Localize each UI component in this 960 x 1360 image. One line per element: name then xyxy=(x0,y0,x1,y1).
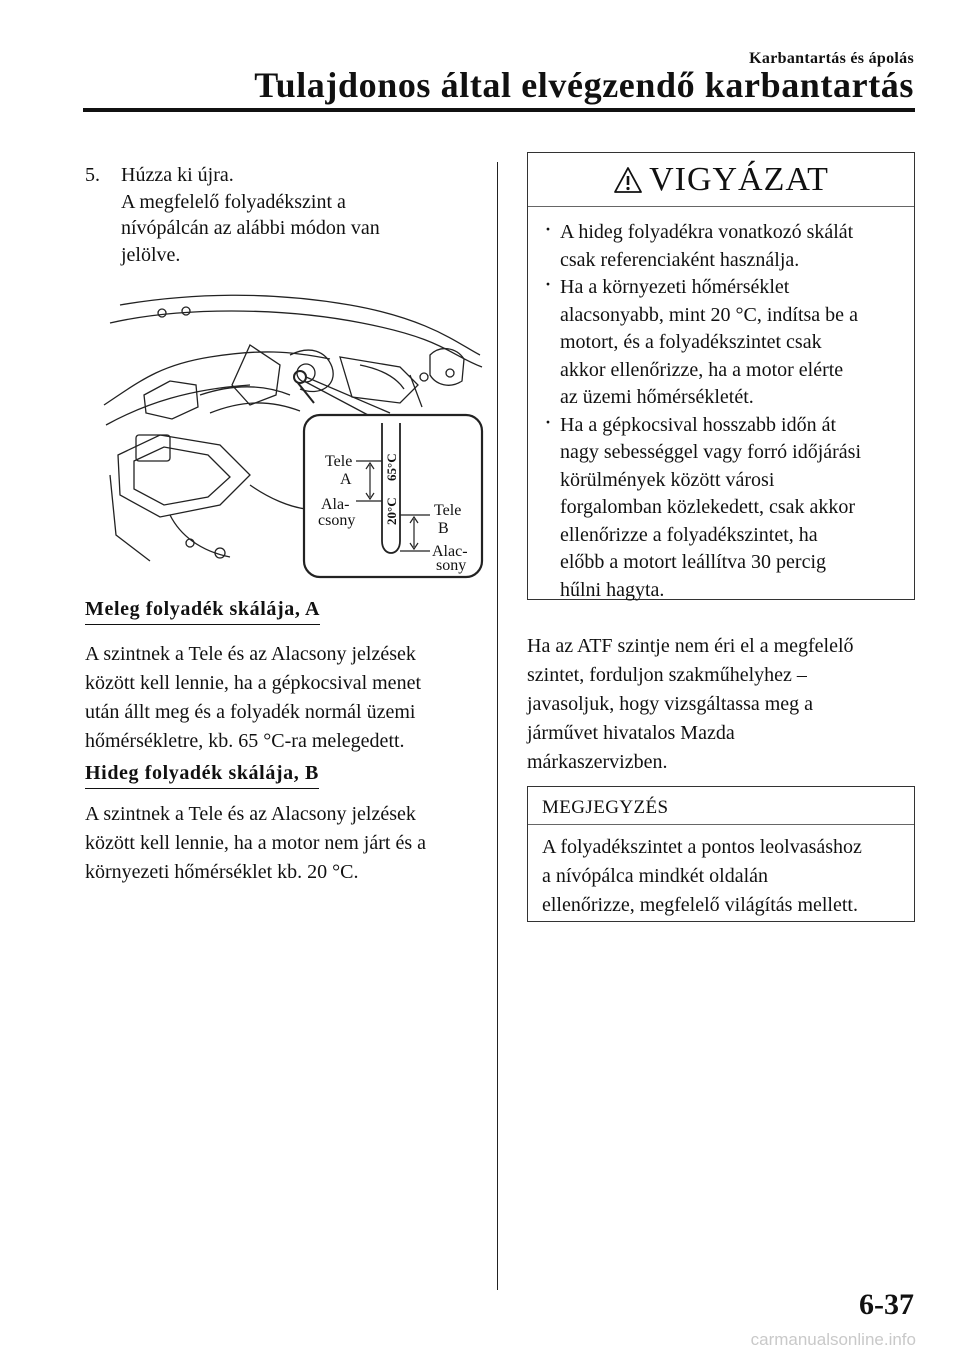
text-line: után állt meg és a folyadék normál üzemi xyxy=(85,701,416,723)
text-line: alacsonyabb, mint 20 °C, indítsa be a xyxy=(560,303,858,326)
text-line: járművet hivatalos Mazda xyxy=(527,722,735,744)
caution-list xyxy=(528,207,914,604)
text-line: a nívópálca mindkét oldalán xyxy=(542,865,769,887)
caution-header xyxy=(528,153,914,207)
text-line: javasoljuk, hogy vizsgáltassa meg a xyxy=(527,693,814,715)
text-line: · A hideg folyadékra vonatkozó skálát xyxy=(560,221,854,243)
text-line: márkaszervizben. xyxy=(527,751,668,773)
section-title: Karbantartás és ápolás xyxy=(749,50,914,67)
temp-cold-label: 20°C xyxy=(384,497,399,525)
text-line: hőmérsékletre, kb. 65 °C-ra melegedett. xyxy=(85,730,405,752)
temp-hot-label: 65°C xyxy=(384,453,399,481)
low-a-label-2: csony xyxy=(318,512,356,529)
step-line: Húzza ki újra. xyxy=(121,164,234,186)
note-box xyxy=(527,786,915,922)
warning-triangle-icon xyxy=(613,166,643,194)
caution-item xyxy=(542,412,902,605)
step-line: nívópálcán az alábbi módon van xyxy=(121,217,380,239)
letter-b-label: B xyxy=(438,520,449,537)
engine-bay-illustration xyxy=(100,285,484,581)
cold-scale-text xyxy=(85,800,485,887)
full-a-label: Tele xyxy=(325,453,353,470)
full-b-label: Tele xyxy=(434,502,462,519)
text-line: motort, és a folyadékszintet csak xyxy=(560,331,822,353)
caution-item xyxy=(542,274,902,412)
chapter-title: Tulajdonos által elvégzendő karbantartás xyxy=(254,65,914,105)
text-line: körülmények között városi xyxy=(560,468,775,491)
text-line: nagy sebességgel vagy forró időjárási xyxy=(560,441,862,463)
text-line: · Ha a gépkocsival hosszabb időn át xyxy=(560,413,837,436)
low-b-label-1: Alac- xyxy=(432,543,468,560)
step-5 xyxy=(85,162,485,268)
step-number: 5. xyxy=(85,164,100,186)
watermark: carmanualsonline.info xyxy=(750,1330,916,1349)
text-line: · Ha a környezeti hőmérséklet xyxy=(560,276,790,298)
low-b-label-2: sony xyxy=(436,557,467,574)
caution-box xyxy=(527,152,915,600)
letter-a-label: A xyxy=(340,471,352,488)
step-line: jelölve. xyxy=(121,243,181,266)
note-text xyxy=(528,825,914,920)
caution-item xyxy=(542,219,902,274)
text-line: akkor ellenőrizze, ha a motor elérte xyxy=(560,358,844,381)
dipstick-figure xyxy=(100,285,484,581)
text-line: csak referenciaként használja. xyxy=(560,248,800,271)
page-number: 6-37 xyxy=(859,1288,914,1321)
hot-scale-heading: Meleg folyadék skálája, A xyxy=(85,598,320,625)
cold-scale-heading: Hideg folyadék skálája, B xyxy=(85,762,319,789)
text-line: ellenőrizze a folyadékszintet, ha xyxy=(560,523,818,546)
text-line: az üzemi hőmérsékletét. xyxy=(560,386,754,408)
text-line: között kell lennie, ha a motor nem járt és a xyxy=(85,832,426,854)
text-line: ellenőrizze, megfelelő világítás mellett. xyxy=(542,894,858,916)
text-line: előbb a motort leállítva 30 percig xyxy=(560,551,827,573)
column-divider xyxy=(497,162,498,1290)
note-title: MEGJEGYZÉS xyxy=(528,787,914,825)
text-line: A szintnek a Tele és az Alacsony jelzések xyxy=(85,643,416,665)
text-line: környezeti hőmérséklet kb. 20 °C. xyxy=(85,861,359,883)
text-line: között kell lennie, ha a gépkocsival menet xyxy=(85,672,421,694)
text-line: szintet, forduljon szakműhelyhez – xyxy=(527,664,807,686)
text-line: forgalomban közlekedett, csak akkor xyxy=(560,496,856,518)
low-a-label-1: Ala- xyxy=(321,496,350,513)
caution-title: VIGYÁZAT xyxy=(649,160,829,198)
hot-scale-text xyxy=(85,640,485,756)
step-text xyxy=(121,162,485,268)
text-line: hűlni hagyta. xyxy=(560,578,665,601)
text-line: A folyadékszintet a pontos leolvasáshoz xyxy=(542,836,862,858)
atf-paragraph xyxy=(527,632,917,777)
text-line: Ha az ATF szintje nem éri el a megfelelő xyxy=(527,635,854,657)
text-line: A szintnek a Tele és az Alacsony jelzések xyxy=(85,803,416,825)
header-rule xyxy=(83,108,915,112)
step-line: A megfelelő folyadékszint a xyxy=(121,190,346,213)
